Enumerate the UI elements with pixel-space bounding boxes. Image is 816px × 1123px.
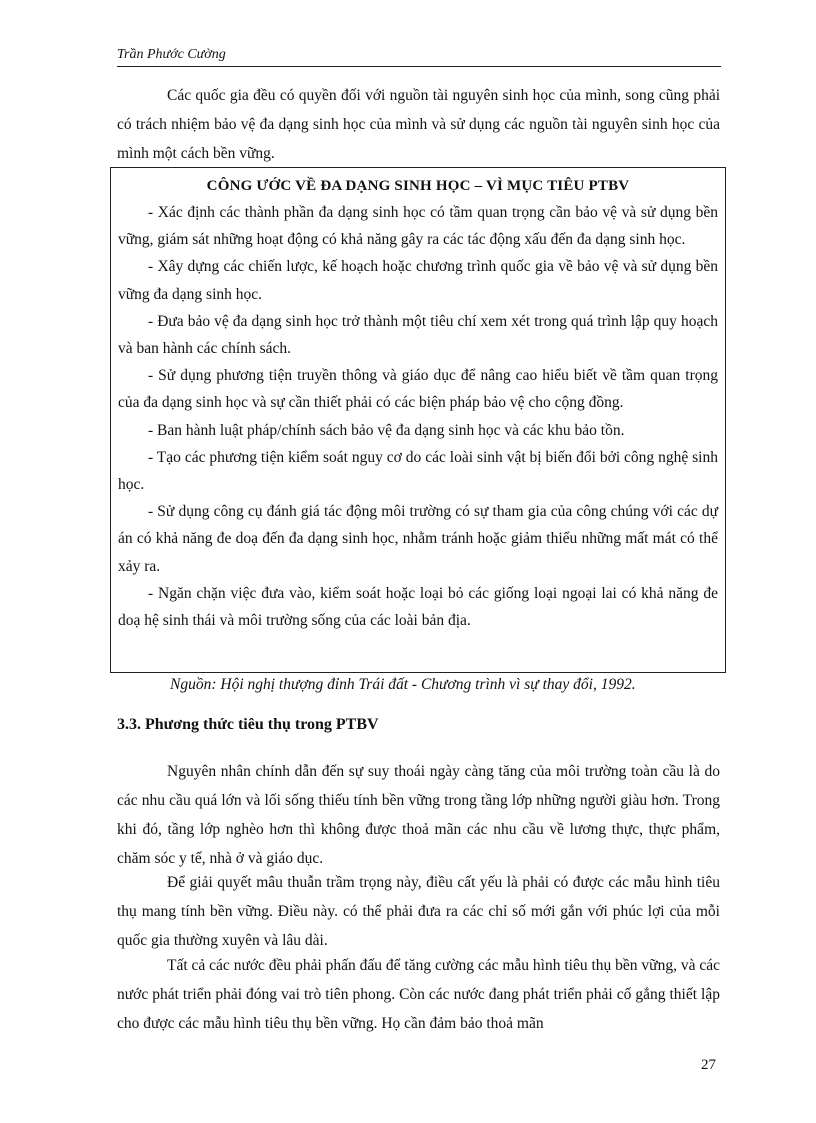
- body-paragraph: Tất cả các nước đều phải phấn đấu để tăng cường các mẫu hình tiêu thụ bền vững, và các nước phát triển phải đóng vai trò tiên phong. Còn các nước đang phát triển phải cố gắng thiết lập cho được các mẫu hình tiêu thụ bền vững. Họ cần đảm bảo thoả mãn: [117, 957, 720, 1032]
- box-item: - Đưa bảo vệ đa dạng sinh học trở thành một tiêu chí xem xét trong quá trình lập quy hoạch và ban hành các chính sách.: [118, 312, 718, 358]
- convention-box: [110, 167, 726, 673]
- body-paragraph: Để giải quyết mâu thuẫn trầm trọng này, điều cất yếu là phải có được các mẫu hình tiêu thụ mang tính bền vững. Điều này. có thể phải đưa ra các chỉ số mới gắn với phúc lợi của mỗi quốc gia thường xuyên và lâu dài.: [117, 874, 720, 949]
- box-item: - Xây dựng các chiến lược, kế hoạch hoặc chương trình quốc gia về bảo vệ và sử dụng bền vững đa dạng sinh học.: [118, 258, 718, 303]
- box-item: - Ngăn chặn việc đưa vào, kiểm soát hoặc loại bỏ các giống loại ngoại lai có khả năng đe doạ hệ sinh thái và môi trường sống của các loài bản địa.: [118, 584, 718, 630]
- source-note: Nguồn: Hội nghị thượng đỉnh Trái đất - Chương trình vì sự thay đổi, 1992.: [170, 676, 636, 693]
- body-paragraph: Nguyên nhân chính dẫn đến sự suy thoái ngày càng tăng của môi trường toàn cầu là do các nhu cầu quá lớn và lối sống thiếu tính bền vững trong tầng lớp những người giàu hơn. Trong khi đó, tầng lớp nghèo hơn thì không được thoả mãn các nhu cầu về lương thực, thực phẩm, chăm sóc y tế, nhà ở và giáo dục.: [117, 763, 720, 867]
- box-item: - Tạo các phương tiện kiểm soát nguy cơ do các loài sinh vật bị biến đổi bởi công nghệ sinh học.: [118, 448, 718, 494]
- box-item: - Sử dụng công cụ đánh giá tác động môi trường có sự tham gia của công chúng với các dự án có khả năng đe doạ đến đa dạng sinh học, nhằm tránh hoặc giảm thiểu những mất mát có thể xảy ra.: [118, 503, 718, 575]
- header-divider: [117, 66, 721, 67]
- page-number: 27: [701, 1057, 716, 1073]
- intro-paragraph: Các quốc gia đều có quyền đối với nguồn tài nguyên sinh học của mình, song cũng phải có trách nhiệm bảo vệ đa dạng sinh học của mình và sử dụng các nguồn tài nguyên sinh học của mình một cách bền vững.: [117, 87, 720, 162]
- box-item: - Sử dụng phương tiện truyền thông và giáo dục để nâng cao hiểu biết về tầm quan trọng của đa dạng sinh học và sự cần thiết phải có các biện pháp bảo vệ cho cộng đồng.: [118, 367, 718, 412]
- header-author: Trần Phước Cường: [117, 47, 226, 62]
- box-title: CÔNG ƯỚC VỀ ĐA DẠNG SINH HỌC – VÌ MỤC TIÊU PTBV: [206, 178, 630, 194]
- box-item: - Ban hành luật pháp/chính sách bảo vệ đa dạng sinh học và các khu bảo tồn.: [148, 421, 625, 439]
- section-heading: 3.3. Phương thức tiêu thụ trong PTBV: [117, 716, 379, 733]
- box-item: - Xác định các thành phần đa dạng sinh học có tầm quan trọng cần bảo vệ và sử dụng bền vững, giám sát những hoạt động có khả năng gây ra các tác động xấu đến đa dạng sinh học.: [118, 204, 718, 249]
